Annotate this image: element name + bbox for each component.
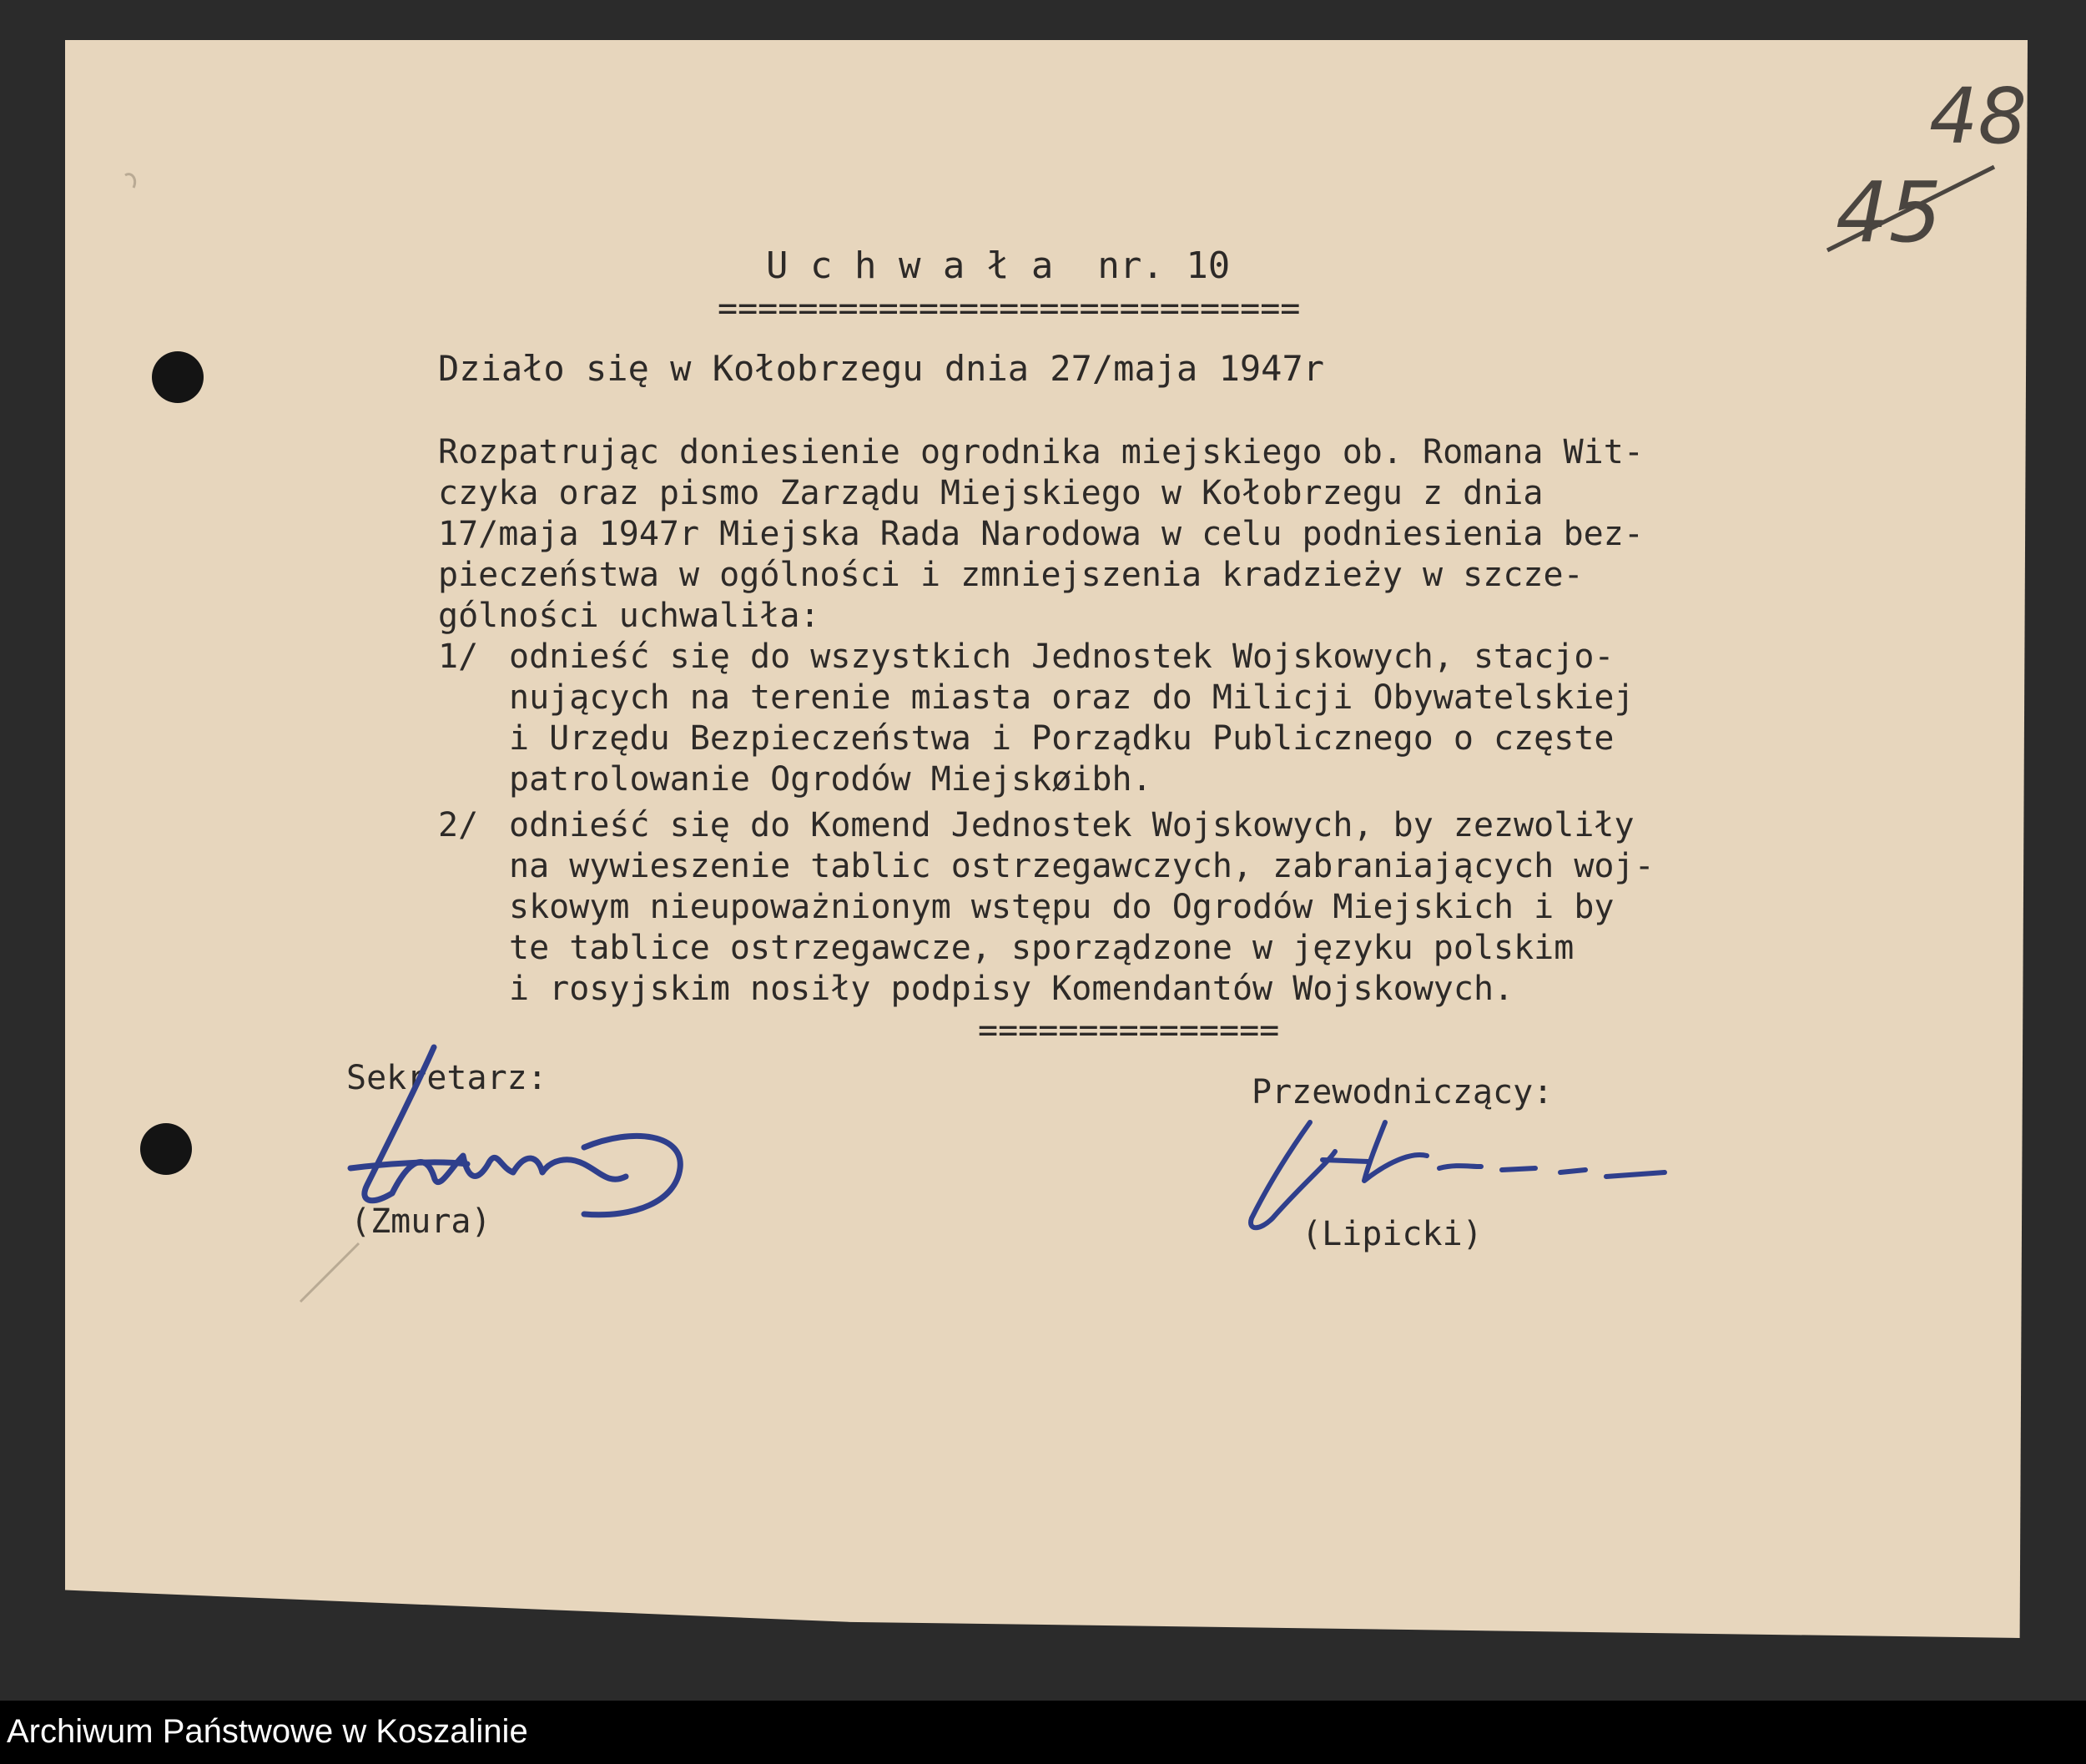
body-line: 17/maja 1947r Miejska Rada Narodowa w celu podniesienia bez- (438, 515, 1644, 553)
page-number-struck: 45 (1836, 164, 1942, 261)
item-line: i Urzędu Bezpieczeństwa i Porządku Publicznego o częste (509, 719, 1615, 758)
place-date-line: Działo się w Kołobrzegu dnia 27/maja 1947r (438, 348, 1325, 389)
item-line: odnieść się do wszystkich Jednostek Wojskowych, stacjo- (509, 638, 1615, 676)
page-number-current: 48 (1929, 72, 2028, 161)
body-line: czyka oraz pismo Zarządu Miejskiego w Kołobrzegu z dnia (438, 474, 1544, 512)
paper-mark-icon (125, 174, 359, 1302)
chairman-signature-icon (1251, 1122, 1665, 1227)
secretary-name: (Zmura) (350, 1202, 491, 1241)
archive-name: Archiwum Państwowe w Koszalinie (7, 1713, 528, 1750)
end-rule: =============== (978, 1011, 1280, 1050)
chairman-label: Przewodniczący: (1252, 1073, 1554, 1111)
item-line: odnieść się do Komend Jednostek Wojskowych, by zezwoliły (509, 806, 1635, 844)
item-line: patrolowanie Ogrodów Miejskøibh. (509, 760, 1152, 799)
item-line: nujących na terenie miasta oraz do Milicji Obywatelskiej (509, 678, 1635, 717)
item-number: 2/ (438, 806, 479, 844)
body-line: pieczeństwa w ogólności i zmniejszenia kradzieży w szcze- (438, 556, 1584, 594)
body-line: gólności uchwaliła: (438, 597, 820, 635)
body-line: Rozpatrując doniesienie ogrodnika miejskiego ob. Romana Wit- (438, 433, 1644, 471)
secretary-label: Sekretarz: (346, 1059, 547, 1097)
item-number: 1/ (438, 638, 479, 676)
item-line: na wywieszenie tablic ostrzegawczych, zabraniających woj- (509, 847, 1655, 885)
secretary-signature-icon (350, 1047, 680, 1215)
item-line: te tablice ostrzegawcze, sporządzone w języku polskim (509, 929, 1575, 967)
title-rule: ============================= (718, 290, 1301, 328)
chairman-name: (Lipicki) (1302, 1215, 1483, 1253)
document-title: U c h w a ł a nr. 10 (766, 244, 1231, 287)
item-line: skowym nieupoważnionym wstępu do Ogrodów Miejskich i by (509, 888, 1615, 926)
item-line: i rosyjskim nosiły podpisy Komendantów Wojskowych. (509, 970, 1514, 1008)
